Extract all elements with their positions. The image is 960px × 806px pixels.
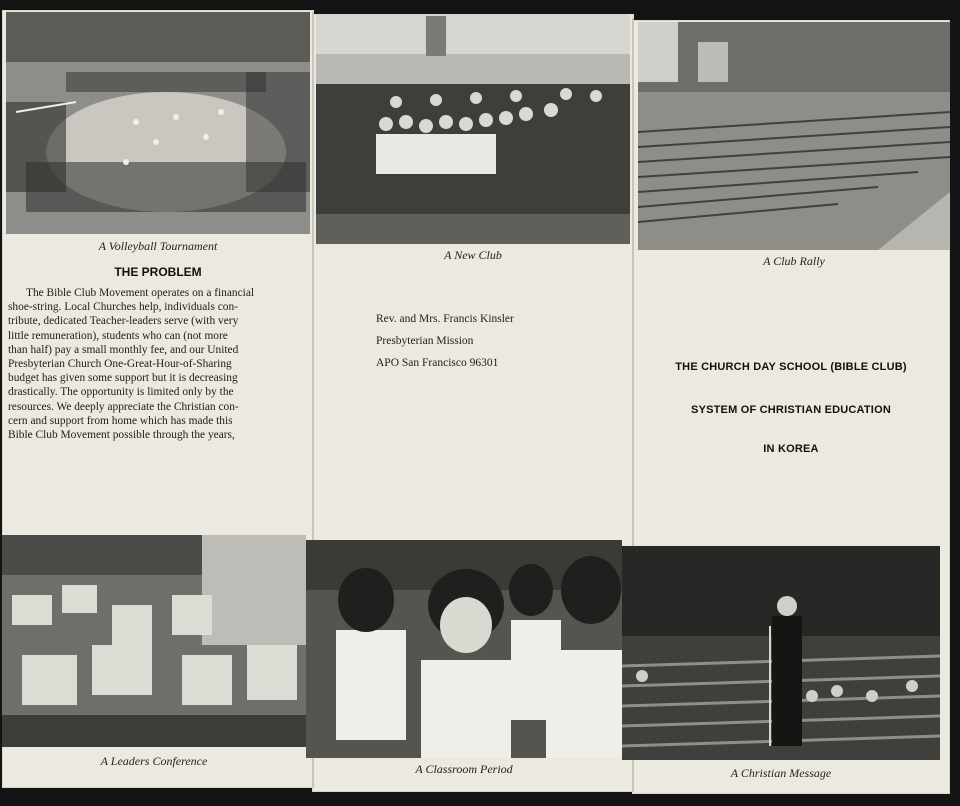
problem-line: than half) pay a small monthly fee, and our United (8, 343, 239, 356)
classroom-caption: A Classroom Period (415, 762, 513, 776)
club-rally-caption: A Club Rally (763, 254, 825, 268)
problem-line: Presbyterian Church One-Great-Hour-of-Sharing (8, 358, 232, 371)
leaders-conference-photo (2, 535, 306, 747)
problem-line: cern and support from home which has made this (8, 414, 233, 427)
title-line-1: THE CHURCH DAY SCHOOL (BIBLE CLUB) (675, 361, 907, 373)
new-club-caption: A New Club (444, 248, 502, 262)
club-rally-photo (638, 22, 950, 250)
title-line-3: IN KOREA (763, 443, 819, 455)
address-line-apo: APO San Francisco 96301 (376, 357, 499, 369)
leaders-conference-caption: A Leaders Conference (100, 754, 208, 768)
problem-line: drastically. The opportunity is limited only by the (8, 386, 234, 399)
problem-line: little remuneration), students who can (not more (8, 329, 228, 342)
title-line-2: SYSTEM OF CHRISTIAN EDUCATION (691, 404, 891, 416)
volleyball-photo (6, 12, 310, 234)
problem-line: Bible Club Movement possible through the years, (8, 429, 235, 442)
problem-line: tribute, dedicated Teacher-leaders serve (with very (8, 315, 239, 328)
problem-line: shoe-string. Local Churches help, individuals con- (8, 301, 238, 314)
volleyball-caption: A Volleyball Tournament (98, 239, 218, 253)
mission-address (376, 308, 616, 374)
problem-body (8, 286, 304, 442)
classroom-photo (306, 540, 622, 758)
new-club-photo (316, 14, 630, 244)
address-line-mission: Presbyterian Mission (376, 335, 474, 347)
christian-message-caption: A Christian Message (730, 766, 832, 780)
problem-heading: THE PROBLEM (114, 265, 202, 279)
address-line-name: Rev. and Mrs. Francis Kinsler (376, 313, 514, 325)
problem-line: The Bible Club Movement operates on a financial (26, 287, 255, 299)
problem-line: budget has given some support but it is decreasing (8, 372, 238, 385)
christian-message-photo (622, 546, 940, 760)
problem-line: resources. We deeply appreciate the Christian con- (8, 400, 239, 413)
